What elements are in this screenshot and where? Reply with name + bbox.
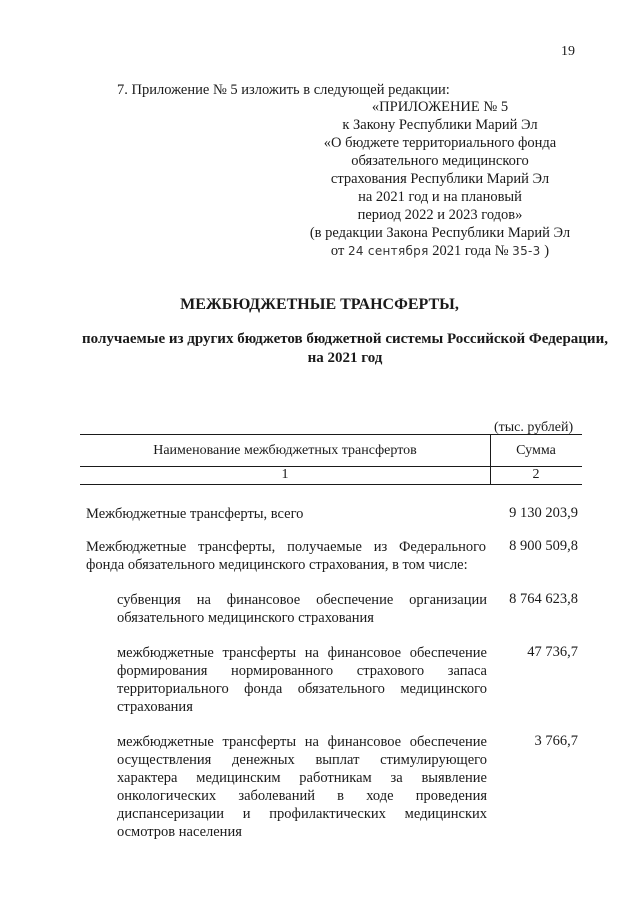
column-number: 1 [281,467,289,482]
header-sum: Сумма [516,443,556,458]
handwritten-number: 35-3 [512,244,541,258]
appendix-line: «О бюджете территориального фонда [323,135,557,151]
table-top-border [80,434,582,435]
document-title: МЕЖБЮДЖЕТНЫЕ ТРАНСФЕРТЫ, [180,296,459,313]
table-colnum-border [80,484,582,485]
appendix-line: «ПРИЛОЖЕНИЕ № 5 [371,99,509,115]
handwritten-date: 24 сентября [347,244,429,258]
appendix-line: страхования Республики Марий Эл [330,171,550,187]
appendix-line: к Закону Республики Марий Эл [342,117,538,133]
table-row-name: субвенция на финансовое обеспечение организации обязательного медицинского страхования [117,592,487,626]
header-name: Наименование межбюджетных трансфертов [153,443,417,458]
date-year: 2021 года № [432,243,509,259]
intro-text: 7. Приложение № 5 изложить в следующей редакции: [117,82,450,98]
table-row-value: 47 736,7 [527,644,578,660]
table-row-value: 8 900 509,8 [509,538,578,554]
document-subtitle: получаемые из других бюджетов бюджетной системы Российской Федерации, на 2021 год [82,331,608,366]
appendix-line-date [295,242,585,260]
page-number: 19 [561,44,575,59]
appendix-line: обязательного медицинского [351,153,529,169]
date-suffix: ) [544,243,550,259]
table-row-name: Межбюджетные трансферты, получаемые из Федерального фонда обязательного медицинского страхования, в том числе: [86,539,486,573]
appendix-line: на 2021 год и на плановый [358,189,522,205]
table-row-name: межбюджетные трансферты на финансовое обеспечение формирования нормированного страхового запаса территориального фонда обязательного медицинского страхования [117,645,487,715]
appendix-header [295,98,585,260]
table-row-value: 9 130 203,9 [509,505,578,521]
table-row-value: 3 766,7 [534,733,578,749]
appendix-line: (в редакции Закона Республики Марий Эл [309,225,571,241]
units-label: (тыс. рублей) [494,420,574,435]
table-row-name: межбюджетные трансферты на финансовое обеспечение осуществления денежных выплат стимулирующего характера медицинским работникам за выявление онкологических заболеваний в ходе проведения диспансеризации и профилактических медицинских осмотров населения [117,734,487,840]
table-row-name: Межбюджетные трансферты, всего [86,506,304,522]
date-prefix: от [330,243,345,259]
appendix-line: период 2022 и 2023 годов» [357,207,523,223]
column-number: 2 [532,467,540,482]
table-row-value: 8 764 623,8 [509,591,578,607]
